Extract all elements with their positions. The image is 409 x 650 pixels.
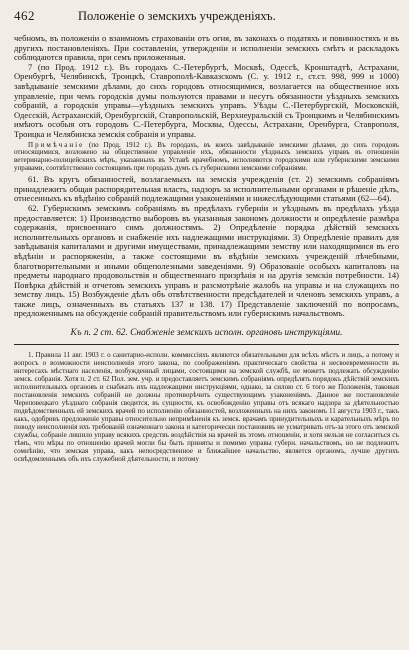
- article-61-paragraph: 61. Въ кругъ обязанностей, возлагаемыхъ на земскія учрежденія (ст. 2) земскимъ собраніямъ принадлежитъ общая распорядительная власть, надзоръ за исполнительными органами и рѣшеніе дѣлъ, отнесенныхъ къ вѣдѣнію собраній подлежащими узаконеніями и нижеслѣдующими статьями (62—64).: [14, 174, 399, 204]
- page-number: 462: [14, 8, 35, 23]
- article-62-paragraph: 62. Губернскимъ земскимъ собраніямъ въ предѣлахъ губерніи и уѣзднымъ въ предѣлахъ уѣзда предоставляется: 1) Производство выборовъ въ указанныя закономъ должности и опредѣленіе размѣра содержанія, присвоеннаго симъ должностямъ. 2) Опредѣленіе порядка дѣйствій земскихъ исполнительныхъ органовъ и снабженіе ихъ надлежащими инструкціями. 3) Опредѣленіе правилъ для завѣдыванія капиталами и другими имуществами, принадлежащими земству или находящимися въ его вѣдѣніи и распоряженіи, а также состоящими въ вѣдѣніи земскихъ учрежденій лѣчебными, благотворительными и иными общеполезными заведеніями. 9) Образованіе особыхъ капиталовъ на предметы народнаго продовольствія и общественнаго призрѣнія и на другія земскія потребности. 14) Повѣрка дѣйствій и отчетовъ земскихъ управъ и разсмотрѣніе жалобъ на управы и на служащихъ по земству лицъ. 15) Возбужденіе дѣлъ объ отвѣтственности предсѣдателей и членовъ земскихъ управъ, а также лицъ, означенныхъ въ статьяхъ 137 и 138. 17) Представленіе заключеній по вопросамъ, предложеннымъ на обсужденіе собраній правительствомъ или губернскимъ начальствомъ.: [14, 202, 399, 319]
- note-text: (по Прод. 1912 г.). Въ городахъ, въ коихъ завѣдываніе земскими дѣлами, до сихъ городовъ относящимися, возложено на общественное управленіе ихъ, обязанности уѣздныхъ земскихъ управъ въ отношеніи ветеринарно-полицейскихъ мѣръ, указанныхъ въ Уставѣ врачебномъ, исполняются городскими или губернскими земскими управами, соотвѣтственно состоящимъ при городахъ думъ съ губернскими земскими собраніями.: [14, 140, 399, 173]
- commentary-paragraph-1: 1. Правила 11 авг. 1903 г. о санитарно-исполн. коммиссіяхъ являются обязательными для всѣхъ мѣстъ и лицъ, а потому и вопросъ о возможности неисполненія этого закона, по соображеніямъ практическаго свойства и несвоевременности въ интересахъ мѣстнаго населенія, возбужденный лицами, состоящими на земской службѣ, не можетъ подлежать обсужденію земск. собранія. Хотя п. 2 ст. 62 Пол. зем. учр. и предоставляетъ земскимъ собраніямъ опредѣлять порядокъ дѣйствій земскихъ исполнительныхъ органовъ и снабжать ихъ надлежащими инструкціями, однако, за силою ст. 6 того же Положенія, таковыя постановленія земскихъ собраній не должны противорѣчить существующимъ узаконеніямъ. Данное же постановленіе Череповецкаго уѣзднаго собранія сводится, въ сущности, къ освобожденію управы отъ всякаго надзора за дѣятельностью подвѣдомственныхъ ей земскихъ врачей по исполненію обязанностей, возложенныхъ на нихъ закономъ 11 августа 1903 г., такъ какъ, одобривъ предложеніе управы относительно непримѣненія къ земск. врачамъ принудительныхъ и карательныхъ мѣръ по поводу неисполненія ихъ требованій означеннаго закона и категорически постановивъ не усматривать отъ-за этого отъ земской службы, собраніе лишило управу всякихъ средствъ воздѣйствія на врачей въ этомъ отношеніи, и хотя нельзя не согласиться съ тѣмъ, что мѣры по отношенію врачей могли бы быть приняты и помимо управы губерн. начальствомъ, но не подлежитъ сомнѣнію, что земская управа, какъ непосредственное и ближайшее начальство, является органомъ, лучше другихъ освѣдомленнымъ объ ихъ служебной дѣятельности, и потому: [14, 351, 399, 464]
- page-header: [14, 8, 399, 24]
- running-title: Положеніе о земскихъ учрежденіяхъ.: [78, 9, 276, 23]
- paragraph-continuation: чебномъ, въ положеніи о взаимномъ страхованіи отъ огня, въ законахъ о податяхъ и повинностяхъ и въ другихъ постановленіяхъ. При составленіи, утвержденіи и исполненіи земскихъ смѣтъ и раскладокъ соблюдаются правила, при семъ приложенныя.: [14, 33, 399, 63]
- note-label: Примѣчаніе: [28, 140, 85, 149]
- section-divider: [14, 344, 399, 345]
- commentary-section-title: Къ п. 2 ст. 62. Снабженіе земскихъ исполн. органовъ инструкціями.: [70, 328, 343, 339]
- article-7-paragraph: 7 (по Прод. 1912 г.). Въ городахъ С.-Петербургѣ, Москвѣ, Одессѣ, Кронштадтѣ, Астрахани, Оренбургѣ, Челябинскѣ, Троицкѣ, Ставрополѣ-Кавказскомъ (С. у. 1912 г., ст.ст. 998, 999 и 1000) завѣдываніе земскими дѣлами, до сихъ городовъ относящимися, возлагается на общественное ихъ управленіе, при чемъ городскія думы пользуются правами и несутъ обязанности уѣздныхъ земскихъ собраній, а городскія управы—уѣздныхъ земскихъ управъ. Уѣзды С.-Петербургскій, Московскій, Одесскій, Астраханскій, Оренбургскій, Ставропольскій, Верхнеуральскій съ Троицкимъ и Челябинскимъ имѣютъ особыя отъ городовъ С.-Петербурга, Москвы, Одессы, Астрахани, Оренбурга, Ставрополя, Троицка и Челябинска земскія собранія и управы.: [14, 61, 399, 139]
- note-paragraph: [14, 142, 399, 174]
